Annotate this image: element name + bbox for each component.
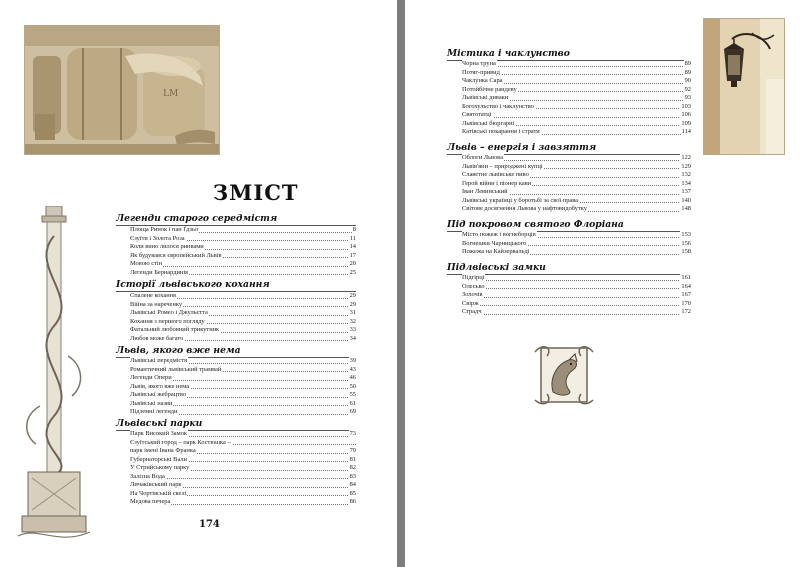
toc-entry[interactable]: Легенди Бернардинів 25 [130, 268, 356, 276]
toc-entry[interactable]: парк імені Івана Франка 79 [130, 447, 356, 455]
toc-entry[interactable]: Кохання з першого погляду 32 [130, 317, 356, 325]
barrel-relief-photo [24, 25, 220, 155]
toc-list-castles [462, 274, 691, 317]
barrel-relief-illustration [25, 26, 219, 154]
left-page [0, 0, 397, 567]
toc-entry[interactable]: Львівські українці у боротьбі за свої права 140 [462, 196, 691, 204]
toc-entry[interactable]: Як будувався європейський Львів 17 [130, 251, 356, 259]
toc-entry[interactable]: Пожежа на Кайзервальді 158 [462, 248, 691, 256]
toc-entry[interactable]: Місто пожеж і вогнеборців 153 [462, 231, 691, 238]
toc-entry[interactable]: Підземні легенди 69 [130, 408, 356, 416]
section-title-florian: Під покровом святого Флоріана [447, 219, 624, 230]
toc-entry[interactable]: Коли вино лилося ринвами 14 [130, 243, 356, 251]
toc-entry[interactable]: Личаківський парк 84 [130, 481, 356, 489]
page-number: 174 [199, 519, 220, 530]
toc-entry[interactable]: Страдч 172 [462, 308, 691, 316]
toc-entry[interactable]: Залізна Вода 83 [130, 472, 356, 480]
toc-entry[interactable]: Львів'яни – природжені купці 129 [462, 162, 691, 170]
toc-entry[interactable]: Єзуїти і Золота Роза 11 [130, 234, 356, 242]
toc-list-parks [130, 430, 356, 507]
section-title-love-stories: Історії львівського кохання [116, 279, 270, 290]
section-title-castles: Підлвівські замки [447, 262, 546, 273]
toc-entry[interactable]: У Стрийському парку 82 [130, 464, 356, 472]
toc-list-mysticism [462, 60, 691, 137]
toc-entry[interactable]: Любов може багато 34 [130, 334, 356, 342]
toc-entry[interactable]: Світове досягнення Львова у нафтовидобутку 148 [462, 205, 691, 213]
toc-entry[interactable]: Чорна труна 89 [462, 60, 691, 67]
wall-lantern-illustration [704, 19, 784, 154]
toc-entry[interactable]: Святотатці 106 [462, 111, 691, 119]
section-title-parks: Львівські парки [116, 418, 203, 429]
toc-entry[interactable]: Медова печера 86 [130, 498, 356, 506]
column-ornament [18, 206, 90, 548]
toc-entry[interactable]: Вогнешки Чарницького 156 [462, 239, 691, 247]
toc-entry[interactable]: Легенди Опери 46 [130, 374, 356, 382]
toc-list-energy [462, 154, 691, 214]
toc-entry[interactable]: Золочів 167 [462, 291, 691, 299]
toc-entry[interactable]: Львів, якого вже нема 50 [130, 382, 356, 390]
dragon-emblem-ornament [533, 342, 595, 408]
section-title-energy: Львів – енергія і завзяття [447, 142, 597, 153]
toc-list-florian [462, 231, 691, 257]
toc-entry[interactable]: Герой війни і піонер кави 134 [462, 179, 691, 187]
toc-entry[interactable]: Іван Левинський 137 [462, 188, 691, 196]
toc-entry[interactable]: Львівські передмістя 39 [130, 357, 356, 364]
toc-entry[interactable]: Славетне львівське пиво 132 [462, 171, 691, 179]
toc-entry[interactable]: Площа Ринок і пан Ґдзьо 8 [130, 226, 356, 233]
page-title: ЗМІСТ [213, 180, 299, 205]
toc-list-lost-lviv [130, 357, 356, 417]
toc-list-old-center [130, 226, 356, 277]
toc-entry[interactable]: Львівські назви 61 [130, 399, 356, 407]
toc-entry[interactable]: Єзуїтський город – парк Костюшка – [130, 439, 356, 448]
section-title-lost-lviv: Львів, якого вже нема [116, 345, 241, 356]
barrel-monogram: LM [163, 89, 179, 99]
toc-entry[interactable]: Чаклунка Сара 90 [462, 77, 691, 85]
toc-entry[interactable]: Олесько 164 [462, 282, 691, 290]
toc-list-love-stories [130, 292, 356, 343]
toc-entry[interactable]: Богохульство і чаклунство 103 [462, 102, 691, 110]
toc-entry[interactable]: Львівські диваки 93 [462, 94, 691, 102]
toc-entry[interactable]: Парк Високий Замок 73 [130, 430, 356, 437]
section-title-old-center: Легенди старого середмістя [116, 213, 278, 224]
toc-entry[interactable]: Мовою стін 20 [130, 260, 356, 268]
toc-entry[interactable]: Підгірці 161 [462, 274, 691, 281]
section-title-mysticism: Містика і чаклунство [447, 48, 570, 59]
toc-entry[interactable]: Фатальний любовний трикутник 33 [130, 326, 356, 334]
toc-entry[interactable]: Романтичний львівський трамвай 43 [130, 365, 356, 373]
toc-entry[interactable]: На Чортівській скелі 85 [130, 489, 356, 497]
toc-entry[interactable]: Війна за нареченку 29 [130, 300, 356, 308]
toc-entry[interactable]: Спалене кохання 29 [130, 292, 356, 299]
lantern-photo [703, 18, 785, 155]
toc-entry[interactable]: Львівські бюргарні 109 [462, 119, 691, 127]
toc-entry[interactable]: Потойбічне рандеву 92 [462, 85, 691, 93]
toc-entry[interactable]: Потяг-привид 89 [462, 68, 691, 76]
toc-entry[interactable]: Львівські Ромео і Джульєтта 31 [130, 309, 356, 317]
toc-entry[interactable]: Губернаторські Вали 81 [130, 455, 356, 463]
toc-entry[interactable]: Облоги Львова 122 [462, 154, 691, 161]
toc-entry[interactable]: Львівські жебрацтво 55 [130, 391, 356, 399]
toc-entry[interactable]: Свірж 170 [462, 299, 691, 307]
toc-entry[interactable]: Катівські покарання і страти 114 [462, 128, 691, 136]
right-page [405, 0, 800, 567]
